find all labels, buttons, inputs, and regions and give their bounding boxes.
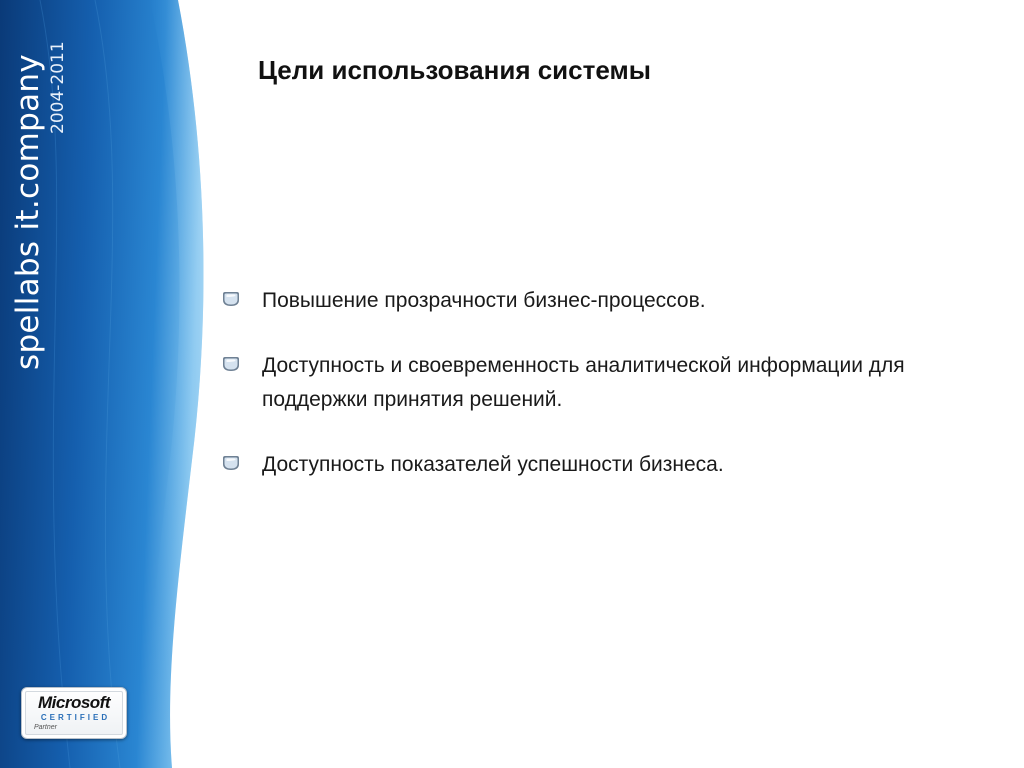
bullet-item — [220, 448, 920, 482]
partner-text: Partner — [34, 724, 57, 731]
bullet-item — [220, 284, 920, 318]
bullet-item — [220, 349, 920, 417]
bullet-icon — [220, 289, 242, 309]
microsoft-certified-partner-badge — [21, 687, 127, 739]
certified-text: CERTIFIED — [40, 713, 111, 722]
bullet-list — [220, 284, 920, 513]
microsoft-logo-text: Microsoft — [38, 693, 110, 712]
bullet-text: Доступность и своевременность аналитической информации для поддержки принятия решений. — [262, 354, 905, 411]
slide-title: Цели использования системы — [258, 55, 651, 85]
bullet-icon — [220, 354, 242, 374]
brand-years: 2004-2011 — [48, 41, 68, 134]
bullet-text: Доступность показателей успешности бизнеса. — [262, 453, 724, 476]
bullet-icon — [220, 453, 242, 473]
brand-company-name: spellabs it.company — [10, 53, 46, 370]
bullet-text: Повышение прозрачности бизнес-процессов. — [262, 289, 706, 312]
brand-vertical-text — [8, 30, 98, 370]
